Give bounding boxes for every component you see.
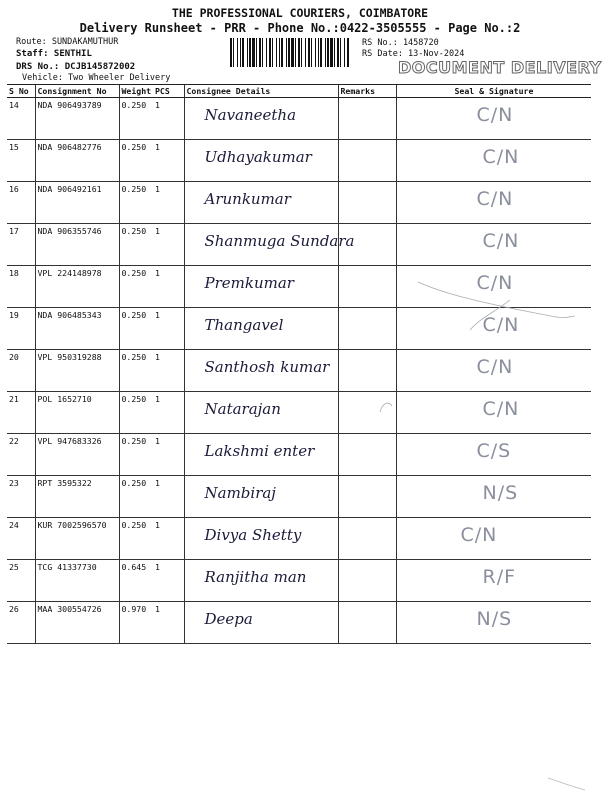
row-remarks <box>338 560 396 602</box>
barcode-bar <box>286 38 287 67</box>
row-consignment-no: NDA 906492161 <box>35 182 119 224</box>
handwritten-consignee-name: Natarajan <box>204 400 281 418</box>
row-seal-signature <box>396 350 591 392</box>
column-header-weight: Weight <box>119 85 153 98</box>
table-row <box>7 350 591 392</box>
table-header-row <box>7 85 591 98</box>
row-remarks <box>338 518 396 560</box>
handwritten-consignee-name: Lakshmi enter <box>204 442 315 460</box>
row-remarks <box>338 266 396 308</box>
column-header-consignment: Consignment No <box>35 85 119 98</box>
runsheet-subtitle: Delivery Runsheet - PRR - Phone No.:0422-3505555 - Page No.:2 <box>79 21 521 35</box>
handwritten-consignee-name: Deepa <box>204 610 253 628</box>
handwritten-signature-code: C/N <box>482 398 520 420</box>
table-row <box>7 476 591 518</box>
row-consignment-no: NDA 906482776 <box>35 140 119 182</box>
row-seal-signature <box>396 308 591 350</box>
table-row <box>7 560 591 602</box>
row-remarks <box>338 434 396 476</box>
row-seal-signature <box>396 602 591 644</box>
row-seal-signature <box>396 266 591 308</box>
barcode-bar <box>347 38 349 67</box>
barcode-bar <box>325 38 326 67</box>
row-seal-signature <box>396 182 591 224</box>
row-sno: 20 <box>7 350 35 392</box>
row-consignment-no: NDA 906493789 <box>35 98 119 140</box>
barcode-bar <box>281 38 283 67</box>
handwritten-signature-code: C/N <box>476 272 514 294</box>
barcode-bar <box>276 38 277 67</box>
row-sno: 19 <box>7 308 35 350</box>
row-pcs: 1 <box>153 140 184 182</box>
handwritten-signature-code: N/S <box>482 482 519 504</box>
handwritten-signature-code: C/N <box>482 230 520 252</box>
row-weight: 0.970 <box>119 602 153 644</box>
row-pcs: 1 <box>153 224 184 266</box>
table-row <box>7 602 591 644</box>
barcode-bar <box>279 38 280 67</box>
row-pcs: 1 <box>153 434 184 476</box>
row-sno: 23 <box>7 476 35 518</box>
table-row <box>7 434 591 476</box>
handwritten-signature-code: C/N <box>482 314 520 336</box>
row-pcs: 1 <box>153 560 184 602</box>
row-pcs: 1 <box>153 266 184 308</box>
row-pcs: 1 <box>153 392 184 434</box>
handwritten-signature-code: C/N <box>476 188 514 210</box>
row-consignment-no: RPT 3595322 <box>35 476 119 518</box>
barcode-bar <box>233 38 234 67</box>
barcode-bar <box>269 38 271 67</box>
row-sno: 22 <box>7 434 35 476</box>
column-header-pcs: PCS <box>153 85 184 98</box>
row-pcs: 1 <box>153 602 184 644</box>
barcode-bar <box>272 38 273 67</box>
row-consignment-no: NDA 906355746 <box>35 224 119 266</box>
row-pcs: 1 <box>153 350 184 392</box>
barcode-bar <box>320 38 322 67</box>
row-consignee-details <box>184 434 338 476</box>
barcode-bar <box>240 38 241 67</box>
row-sno: 18 <box>7 266 35 308</box>
row-pcs: 1 <box>153 98 184 140</box>
row-consignee-details <box>184 392 338 434</box>
barcode-bar <box>242 38 244 67</box>
handwritten-signature-code: R/F <box>482 566 517 588</box>
barcode-bar <box>259 38 261 67</box>
row-remarks <box>338 182 396 224</box>
barcode-bar <box>247 38 248 67</box>
barcode-bar <box>249 38 251 67</box>
row-remarks <box>338 476 396 518</box>
table-row <box>7 224 591 266</box>
row-pcs: 1 <box>153 476 184 518</box>
barcode-bar <box>252 38 255 67</box>
barcode-bar <box>344 38 345 67</box>
column-header-sno: S No <box>7 85 35 98</box>
barcode-bar <box>266 38 267 67</box>
handwritten-consignee-name: Ranjitha man <box>204 568 307 586</box>
row-consignment-no: TCG 41337730 <box>35 560 119 602</box>
row-seal-signature <box>396 98 591 140</box>
row-weight: 0.250 <box>119 224 153 266</box>
handwritten-signature-code: C/N <box>476 356 514 378</box>
drs-number: DRS No.: DCJB145872002 <box>16 62 136 72</box>
row-consignee-details <box>184 266 338 308</box>
row-remarks <box>338 308 396 350</box>
barcode-bar <box>298 38 300 67</box>
row-seal-signature <box>396 392 591 434</box>
handwritten-consignee-name: Navaneetha <box>204 106 297 124</box>
row-consignee-details <box>184 518 338 560</box>
row-weight: 0.250 <box>119 182 153 224</box>
row-consignee-details <box>184 602 338 644</box>
rs-number: RS No.: 1458720 <box>362 38 439 48</box>
barcode-bar <box>334 38 335 67</box>
handwritten-consignee-name: Arunkumar <box>204 190 291 208</box>
barcode-bar <box>262 38 263 67</box>
table-row <box>7 182 591 224</box>
column-header-signature: Seal & Signature <box>396 85 591 98</box>
row-consignee-details <box>184 308 338 350</box>
barcode-bar <box>318 38 319 67</box>
handwritten-consignee-name: Shanmuga Sundara <box>204 232 355 250</box>
handwritten-consignee-name: Nambiraj <box>204 484 276 502</box>
handwritten-signature-code: C/N <box>482 146 520 168</box>
row-sno: 14 <box>7 98 35 140</box>
company-title: THE PROFESSIONAL COURIERS, COIMBATORE <box>171 6 429 20</box>
row-weight: 0.645 <box>119 560 153 602</box>
row-consignment-no: VPL 224148978 <box>35 266 119 308</box>
row-seal-signature <box>396 518 591 560</box>
barcode-bar <box>288 38 290 67</box>
barcode-bar <box>291 38 294 67</box>
handwritten-consignee-name: Premkumar <box>204 274 294 292</box>
row-consignment-no: MAA 300554726 <box>35 602 119 644</box>
barcode-bar <box>305 38 306 67</box>
document-delivery-stamp <box>398 58 602 80</box>
row-remarks <box>338 392 396 434</box>
row-consignment-no: VPL 950319288 <box>35 350 119 392</box>
table-row <box>7 140 591 182</box>
handwritten-consignee-name: Thangavel <box>204 316 284 334</box>
row-sno: 15 <box>7 140 35 182</box>
row-consignment-no: KUR 7002596570 <box>35 518 119 560</box>
vehicle-label: Vehicle: Two Wheeler Delivery <box>22 73 171 83</box>
row-consignment-no: NDA 906485343 <box>35 308 119 350</box>
row-sno: 24 <box>7 518 35 560</box>
row-seal-signature <box>396 434 591 476</box>
handwritten-signature-code: C/N <box>476 104 514 126</box>
table-row <box>7 518 591 560</box>
row-pcs: 1 <box>153 308 184 350</box>
column-header-remarks: Remarks <box>338 85 396 98</box>
row-weight: 0.250 <box>119 140 153 182</box>
row-seal-signature <box>396 140 591 182</box>
barcode-bar <box>315 38 316 67</box>
table-row <box>7 266 591 308</box>
row-weight: 0.250 <box>119 266 153 308</box>
table-row <box>7 392 591 434</box>
column-header-consignee: Consignee Details <box>184 85 338 98</box>
scribble-stroke <box>548 778 585 790</box>
row-consignee-details <box>184 476 338 518</box>
row-pcs: 1 <box>153 518 184 560</box>
barcode-bar <box>311 38 312 67</box>
handwritten-consignee-name: Udhayakumar <box>204 148 312 166</box>
table-row <box>7 308 591 350</box>
row-sno: 26 <box>7 602 35 644</box>
row-seal-signature <box>396 476 591 518</box>
barcode-bar <box>308 38 310 67</box>
barcode-bar <box>340 38 341 67</box>
row-remarks <box>338 140 396 182</box>
barcode-bar <box>337 38 339 67</box>
staff-label: Staff: SENTHIL <box>16 49 92 59</box>
route-label: Route: SUNDAKAMUTHUR <box>16 37 119 47</box>
row-weight: 0.250 <box>119 434 153 476</box>
barcode-bar <box>230 38 232 67</box>
row-sno: 17 <box>7 224 35 266</box>
row-seal-signature <box>396 560 591 602</box>
handwritten-consignee-name: Divya Shetty <box>204 526 302 544</box>
row-seal-signature <box>396 224 591 266</box>
barcode-bar <box>330 38 333 67</box>
handwritten-signature-code: C/N <box>460 524 498 546</box>
row-weight: 0.250 <box>119 518 153 560</box>
rs-date: RS Date: 13-Nov-2024 <box>362 49 465 59</box>
row-consignment-no: POL 1652710 <box>35 392 119 434</box>
stamp-text: DOCUMENT DELIVERY <box>398 58 602 77</box>
barcode-bar <box>301 38 302 67</box>
row-consignee-details <box>184 560 338 602</box>
row-sno: 21 <box>7 392 35 434</box>
row-weight: 0.250 <box>119 350 153 392</box>
runsheet-table <box>7 84 591 644</box>
barcode <box>230 38 348 67</box>
row-remarks <box>338 350 396 392</box>
row-consignee-details <box>184 98 338 140</box>
row-weight: 0.250 <box>119 308 153 350</box>
barcode-bar <box>327 38 329 67</box>
row-sno: 16 <box>7 182 35 224</box>
row-remarks <box>338 602 396 644</box>
handwritten-signature-code: N/S <box>476 608 513 630</box>
row-weight: 0.250 <box>119 392 153 434</box>
handwritten-signature-code: C/S <box>476 440 512 462</box>
row-sno: 25 <box>7 560 35 602</box>
row-consignee-details <box>184 350 338 392</box>
row-consignee-details <box>184 224 355 266</box>
barcode-bar <box>237 38 238 67</box>
handwritten-consignee-name: Santhosh kumar <box>204 358 330 376</box>
row-weight: 0.250 <box>119 98 153 140</box>
barcode-bar <box>256 38 257 67</box>
row-consignee-details <box>184 140 338 182</box>
table-row <box>7 98 591 140</box>
row-weight: 0.250 <box>119 476 153 518</box>
barcode-bar <box>295 38 296 67</box>
row-remarks <box>338 98 396 140</box>
row-pcs: 1 <box>153 182 184 224</box>
row-consignment-no: VPL 947683326 <box>35 434 119 476</box>
row-consignee-details <box>184 182 338 224</box>
